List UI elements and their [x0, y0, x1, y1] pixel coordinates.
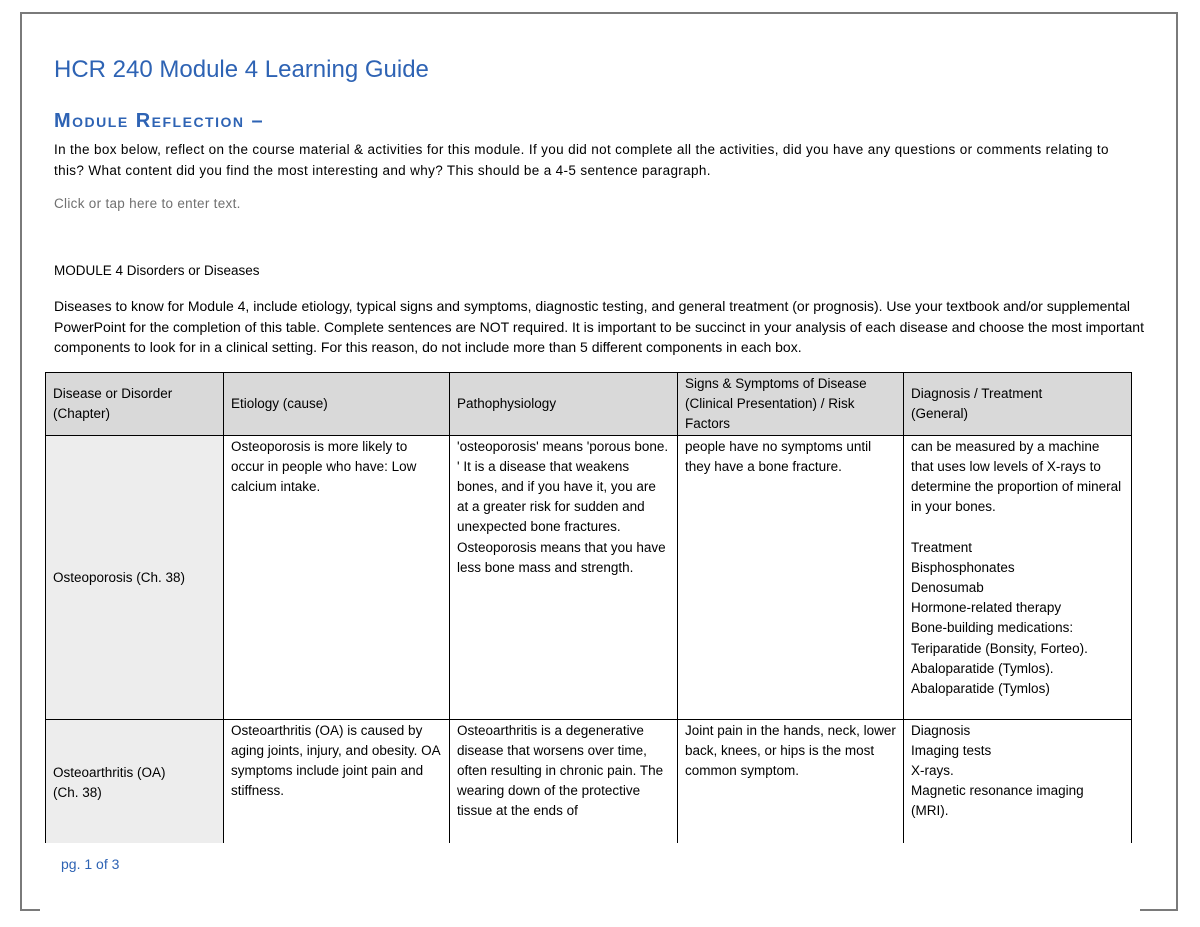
disease-name: Osteoarthritis (OA) (Ch. 38) [46, 719, 224, 846]
signs-cell[interactable]: Joint pain in the hands, neck, lower back, knees, or hips is the most common symptom. [678, 719, 904, 846]
intro-paragraph: Diseases to know for Module 4, include etiology, typical signs and symptoms, diagnostic testing, and general treatment (or prognosis). Use your textbook and/or supplemental PowerPoint for the completion of this table. Complete sentences are NOT required. It is important to be succinct in your analysis of each disease and choose the most important components to look for in a clinical setting. For this reason, do not include more than 5 different components in each box. [54, 298, 1144, 355]
etiology-cell[interactable]: Osteoporosis is more likely to occur in people who have: Low calcium intake. [224, 435, 450, 719]
signs-cell[interactable]: people have no symptoms until they have a bone fracture. [678, 435, 904, 719]
header-diagnosis-treatment: Diagnosis / Treatment (General) [904, 373, 1132, 436]
header-etiology: Etiology (cause) [224, 373, 450, 436]
table-row [46, 719, 1132, 846]
table-row [46, 435, 1132, 719]
page-footer-area [40, 843, 1140, 913]
reflection-prompt: In the box below, reflect on the course material & activities for this module. If you did not complete all the activities, did you have any questions or comments relating to this? What content did you find the most interesting and why? This should be a 4-5 sentence paragraph. [54, 142, 1109, 178]
header-pathophysiology: Pathophysiology [450, 373, 678, 436]
section-heading: Module Reflection – [54, 110, 265, 132]
diagnosis-cell[interactable]: can be measured by a machine that uses low levels of X-rays to determine the proportion of mineral in your bones. Treatment Bisphosphonates Denosumab Hormone-related therapy Bone-building medications: Teriparatide (Bonsity, Forteo). Abaloparatide (Tymlos). Abaloparatide (Tymlos) [904, 435, 1132, 719]
disease-table [45, 372, 1132, 847]
header-disease: Disease or Disorder (Chapter) [46, 373, 224, 436]
table-header-row [46, 373, 1132, 436]
document-title: HCR 240 Module 4 Learning Guide [54, 56, 429, 83]
reflection-text-field[interactable]: Click or tap here to enter text. [54, 196, 241, 211]
header-signs-symptoms: Signs & Symptoms of Disease (Clinical Presentation) / Risk Factors [678, 373, 904, 436]
pathophysiology-cell[interactable]: 'osteoporosis' means 'porous bone. ' It is a disease that weakens bones, and if you have it, you are at a greater risk for sudden and unexpected bone fractures. Osteoporosis means that you have less bone mass and strength. [450, 435, 678, 719]
disease-name: Osteoporosis (Ch. 38) [46, 435, 224, 719]
page-number: pg. 1 of 3 [61, 856, 120, 872]
diagnosis-cell[interactable]: Diagnosis Imaging tests X-rays. Magnetic resonance imaging (MRI). [904, 719, 1132, 846]
pathophysiology-cell[interactable]: Osteoarthritis is a degenerative disease that worsens over time, often resulting in chronic pain. The wearing down of the protective tissue at the ends of [450, 719, 678, 846]
etiology-cell[interactable]: Osteoarthritis (OA) is caused by aging joints, injury, and obesity. OA symptoms include joint pain and stiffness. [224, 719, 450, 846]
disorders-subheading: MODULE 4 Disorders or Diseases [54, 263, 260, 278]
